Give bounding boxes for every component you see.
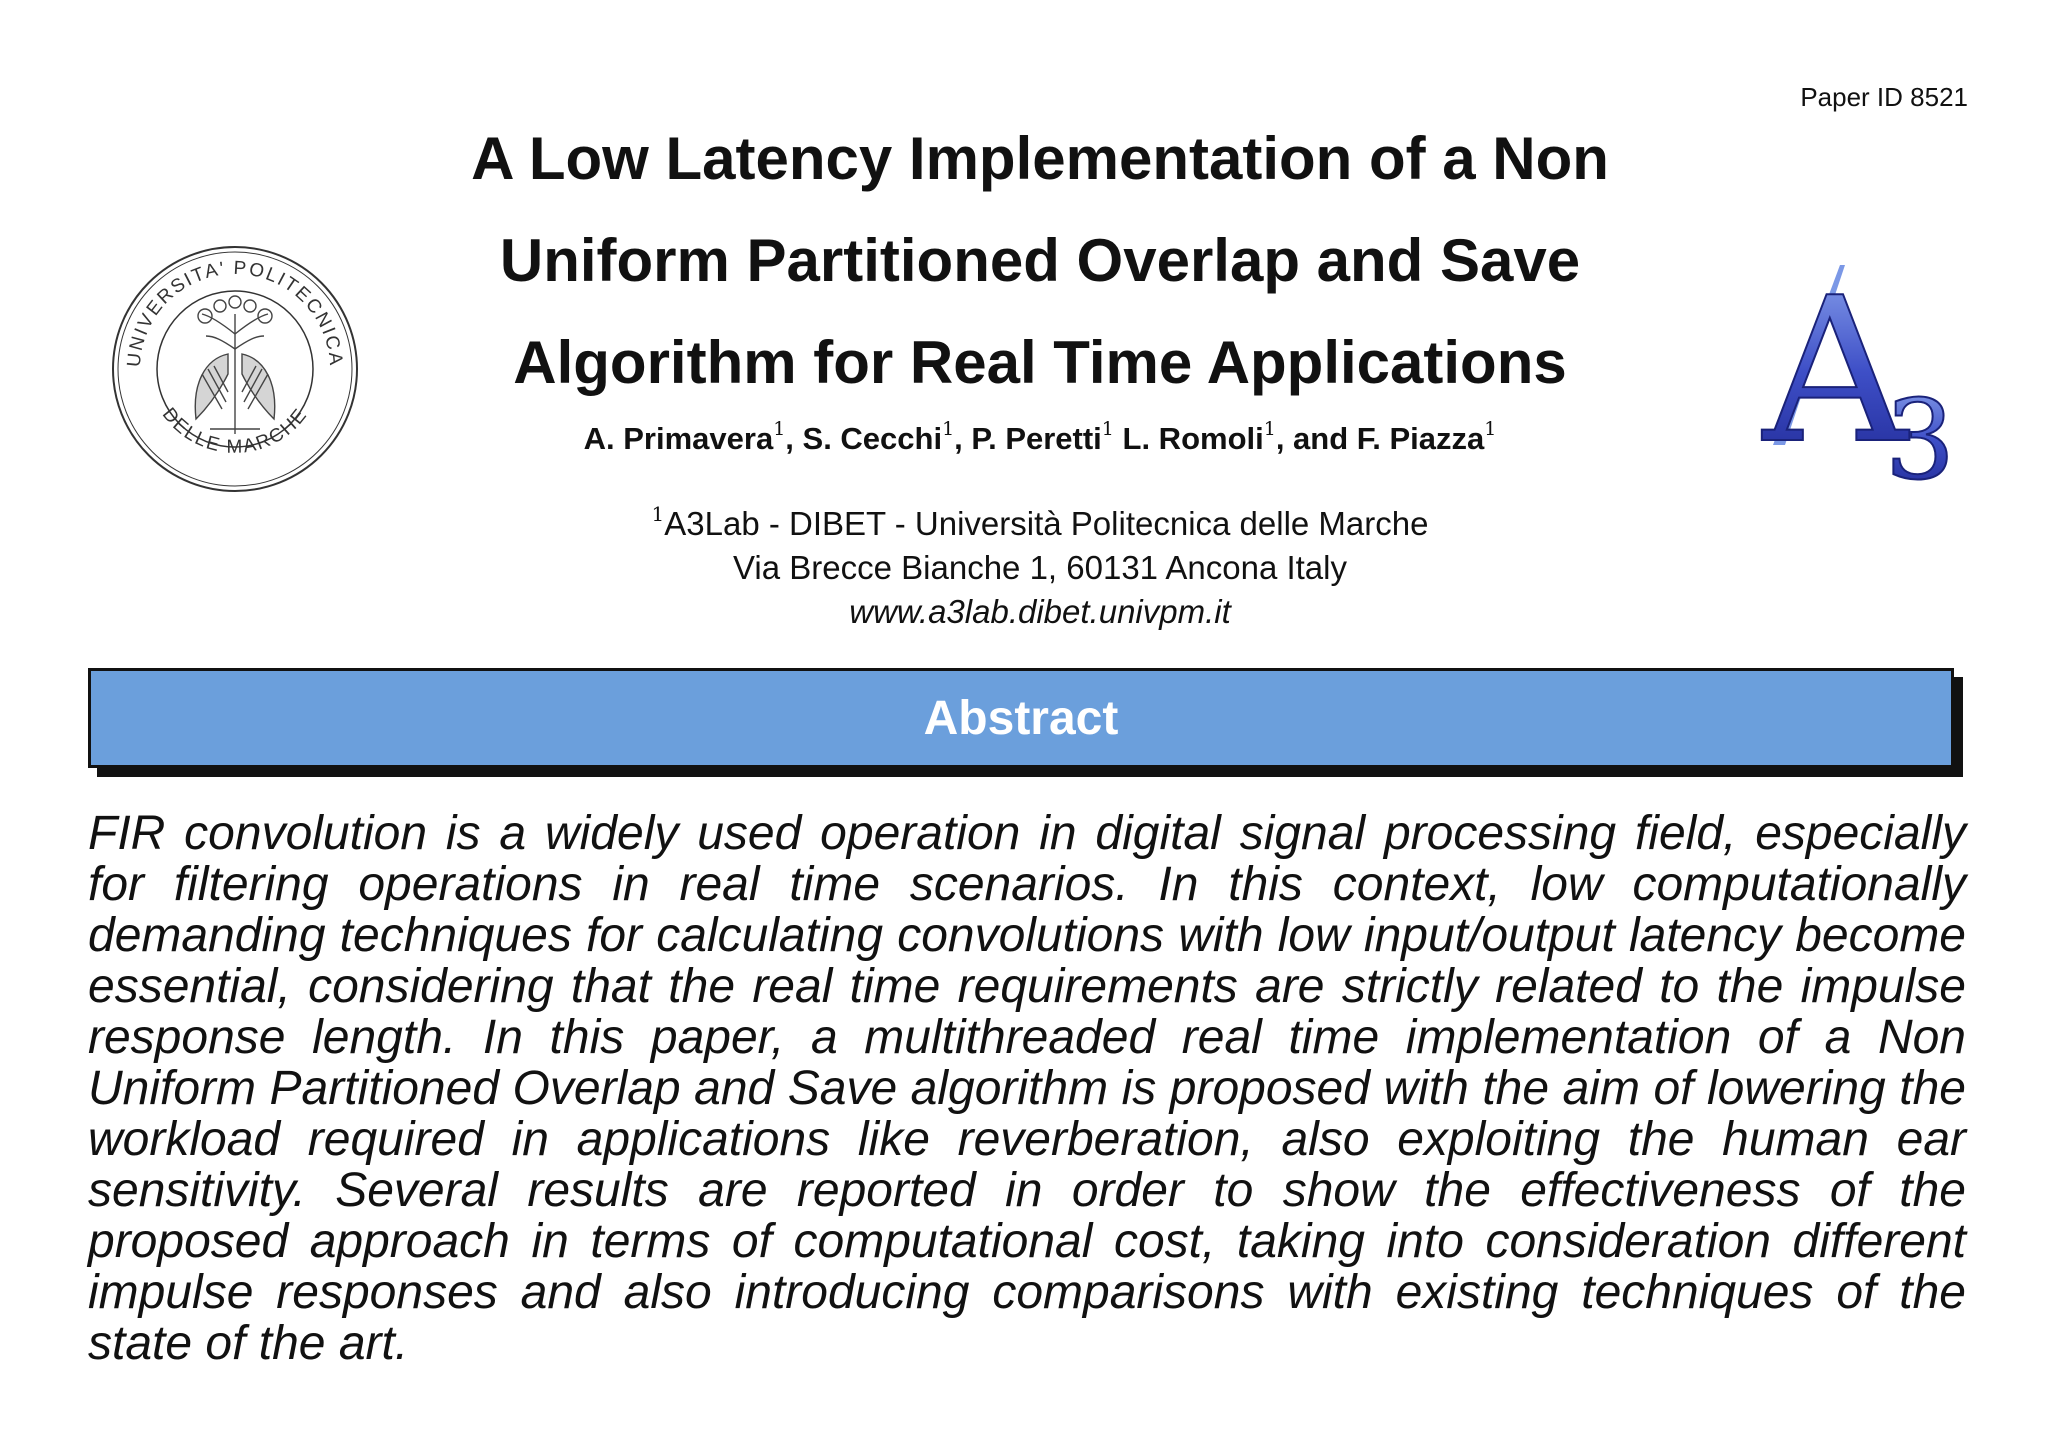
seal-text-bottom: DELLE MARCHE: [157, 404, 313, 458]
university-seal-logo: [110, 244, 360, 494]
title-line-3: Algorithm for Real Time Applications: [513, 329, 1567, 396]
abstract-heading: Abstract: [923, 691, 1119, 745]
title-line-2: Uniform Partitioned Overlap and Save: [499, 227, 1581, 294]
affiliation-website: www.a3lab.dibet.univpm.it: [849, 593, 1231, 630]
author-name: S. Cecchi: [802, 421, 943, 456]
author-separator: , and: [1275, 421, 1357, 456]
author-affil-mark: 1: [1484, 418, 1497, 440]
paper-title: [370, 108, 1710, 414]
author-separator: [1114, 421, 1123, 456]
author-affil-mark: 1: [773, 418, 786, 440]
abstract-header-box: [88, 668, 1954, 768]
author-name: P. Peretti: [971, 421, 1102, 456]
affiliation-mark: 1: [651, 502, 665, 526]
author-separator: ,: [785, 421, 803, 456]
author-affil-mark: 1: [1263, 418, 1276, 440]
logo-letter: A: [1763, 255, 1908, 488]
author-name: A. Primavera: [583, 421, 774, 456]
a3lab-logo: [1745, 250, 1985, 490]
abstract-text: FIR convolution is a widely used operation in digital signal processing field, especially for filtering operations in real time scenarios. In this context, low computationally demanding techniques for calculating convolutions with low input/output latency become essential, considering that the real time requirements are strictly related to the impulse response length. In this paper, a multithreaded real time implementation of a Non Uniform Partitioned Overlap and Save algorithm is proposed with the aim of lowering the workload required in applications like reverberation, also exploiting the human ear sensitivity. Several results are reported in order to show the effectiveness of the proposed approach in terms of computational cost, taking into consideration different impulse responses and also introducing comparisons with existing techniques of the state of the art.: [88, 807, 1966, 1370]
affiliation-address: Via Brecce Bianche 1, 60131 Ancona Italy: [733, 549, 1347, 586]
author-list: [370, 418, 1710, 457]
affiliation: [370, 492, 1710, 634]
affiliation-lab: A3Lab - DIBET - Università Politecnica delle Marche: [664, 505, 1429, 542]
title-line-1: A Low Latency Implementation of a Non: [471, 125, 1609, 192]
seal-text-top: UNIVERSITA' POLITECNICA: [123, 257, 347, 368]
author-affil-mark: 1: [1101, 418, 1114, 440]
paper-id: Paper ID 8521: [1800, 82, 1968, 112]
author-name: L. Romoli: [1122, 421, 1264, 456]
author-separator: ,: [954, 421, 972, 456]
author-name: F. Piazza: [1356, 421, 1485, 456]
logo-subscript: 3: [1885, 376, 1955, 490]
author-affil-mark: 1: [942, 418, 955, 440]
